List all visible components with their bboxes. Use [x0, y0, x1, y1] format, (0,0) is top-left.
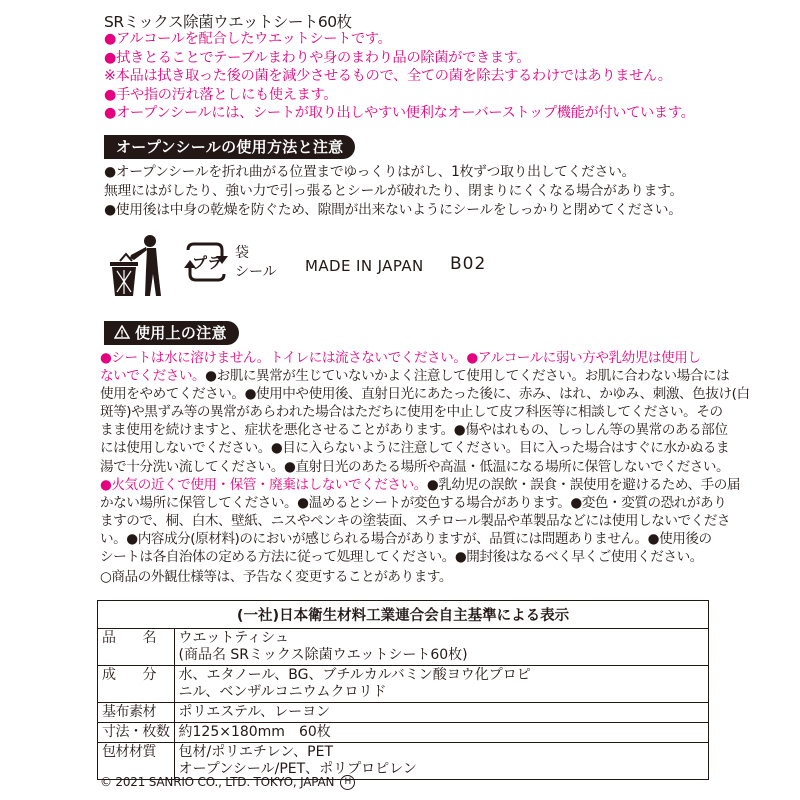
spec-value: ポリエステル、レーヨン — [174, 703, 709, 723]
caution-line — [100, 476, 741, 494]
product-title: SRミックス除菌ウエットシート60枚 — [104, 13, 352, 31]
spec-row — [98, 743, 709, 780]
spec-table — [97, 600, 709, 780]
caution-segment: ●火気の近くで使用・保管・廃棄はしないでください。 — [100, 476, 427, 493]
spec-table-header: (一社)日本衛生材料工業連合会自主基準による表示 — [98, 601, 709, 629]
feature-line: ●オープンシールには、シートが取り出しやすい便利なオーバーストップ機能が付いています。 — [104, 105, 695, 121]
caution-line — [100, 349, 704, 367]
feature-line: ●手や指の汚れ落としにも使えます。 — [104, 86, 338, 103]
caution-segment: ●乳幼児の誤飲・誤食・誤使用を避けるため、手の届 — [426, 476, 741, 493]
caution-segment: ○商品の外観仕様等は、予告なく変更することがあります。 — [100, 569, 453, 586]
caution-line — [100, 512, 731, 530]
caution-line — [100, 530, 712, 548]
spec-row — [98, 666, 709, 703]
pla-recycle-icon — [180, 240, 232, 288]
pla-parts: 袋 シール — [235, 245, 277, 280]
caution-line — [100, 367, 730, 385]
caution-heading — [104, 321, 239, 345]
spec-row — [98, 629, 709, 666]
spec-row — [98, 703, 709, 723]
caution-segment: 湯で十分洗い流してください。●直射日光のあたる場所や高温・低温になる場所に保管しないでください。 — [100, 458, 730, 475]
feature-line: ●アルコールを配合したウエットシートです。 — [104, 31, 392, 47]
caution-segment: 使用をやめてください。●使用中や使用後、直射日光にあたった後に、赤み、はれ、かゆみ、刺激、色抜け(白 — [100, 386, 750, 403]
h-mark-icon: H — [340, 775, 355, 790]
spec-key: 寸法・枚数 — [98, 723, 175, 743]
warning-triangle-icon — [114, 322, 130, 346]
caution-segment: 斑等)や黒ずみ等の異常があらわれた場合はただちに使用を中止して皮フ科医等に相談してください。その — [100, 404, 723, 421]
caution-line — [100, 385, 750, 403]
open-seal-heading: オープンシールの使用方法と注意 — [104, 135, 355, 159]
trash-disposal-icon — [100, 230, 175, 302]
caution-segment: ●シートは水に溶けません。トイレには流さないでください。●アルコールに弱い方や乳幼児は使用し — [100, 350, 701, 366]
spec-value: ウエットティシュ (商品名 SRミックス除菌ウエットシート60枚) — [174, 629, 709, 666]
caution-line — [100, 403, 723, 421]
caution-segment: には使用しないでください。●目に入らないように注意してください。目に入った場合はすぐに水かぬるま — [100, 440, 730, 457]
open-seal-line: ●オープンシールを折れ曲がる位置までゆっくりはがし、1枚ずつ取り出してください。 — [104, 164, 636, 180]
caution-segment: ますので、桐、白木、壁紙、ニスやペンキの塗装面、スチロール製品や革製品などには使用しないでくださ — [100, 512, 731, 529]
caution-segment: シートは各自治体の定める方法に従って処理してください。●開封後はなるべく早くご使用ください。 — [100, 549, 703, 566]
caution-segment: ないでください。 — [100, 368, 206, 385]
caution-line — [100, 458, 730, 476]
spec-key: 成 分 — [98, 666, 175, 703]
spec-key: 包材材質 — [98, 743, 175, 780]
caution-line — [100, 548, 704, 566]
caution-segment: まま使用を続けますと、症状を悪化させることがあります。●傷やはれもの、しっしん等の異常のある部位 — [100, 422, 728, 439]
feature-line: ●拭きとることでテーブルまわりや身のまわり品の除菌ができます。 — [104, 49, 531, 66]
spec-row — [98, 723, 709, 743]
caution-line — [100, 494, 727, 512]
spec-key: 基布素材 — [98, 703, 175, 723]
caution-line — [100, 421, 728, 439]
feature-line: ※本品は拭き取った後の菌を減少させるもので、全ての菌を除去するわけではありません。 — [104, 68, 672, 84]
copyright — [100, 775, 355, 790]
caution-segment: ●お肌に異常が生じていないかよく注意して使用してください。お肌に合わない場合には — [205, 368, 730, 385]
open-seal-line: 無理にはがしたり、強い力で引っ張るとシールが破れたり、閉まりにくくなる場合があります。 — [104, 183, 683, 199]
pla-label: プラ — [192, 254, 223, 272]
copyright-text: © 2021 SANRIO CO., LTD. TOKYO, JAPAN — [100, 775, 335, 789]
spec-value: 水、エタノール、BG、ブチルカルバミン酸ヨウ化プロピ ニル、ベンザルコニウムクロリド — [174, 666, 709, 703]
caution-segment: い。●内容成分(原材料)のにおいが感じられる場合がありますが、品質には問題ありません。●使用後の — [100, 530, 712, 547]
open-seal-line: ●使用後は中身の乾燥を防ぐため、隙間が出来ないようにシールをしっかりと閉めてください。 — [104, 202, 682, 218]
caution-line — [100, 568, 704, 586]
caution-text — [100, 349, 750, 586]
caution-segment: かない場所に保管してください。●温めるとシートが変色する場合があります。●変色・変質の恐れがあり — [100, 494, 727, 511]
caution-line — [100, 439, 730, 457]
spec-value: 包材/ポリエチレン、PET オープンシール/PET、ポリプロピレン — [174, 743, 709, 780]
made-in: MADE IN JAPAN — [305, 257, 424, 275]
spec-value: 約125×180mm 60枚 — [174, 723, 709, 743]
spec-key: 品 名 — [98, 629, 175, 666]
lot-code: B02 — [450, 254, 487, 274]
caution-heading-text: 使用上の注意 — [135, 324, 227, 342]
